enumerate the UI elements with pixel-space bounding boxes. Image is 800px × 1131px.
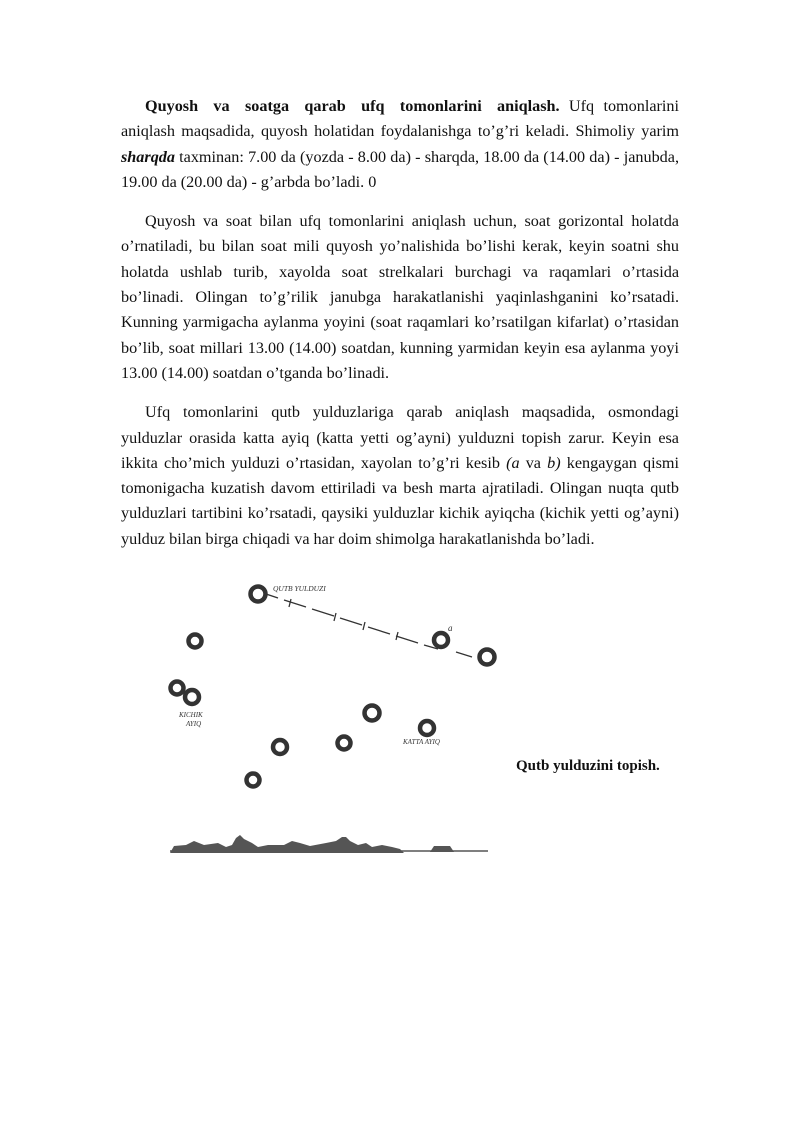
polar-star	[251, 587, 266, 602]
paragraph-text: Ufq tomonlarini qutb yulduzlariga qarab aniqlash maqsadida, osmondagi yulduzlar orasida katta ayiq (katta yetti og’ayni) yulduzni topish zarur. Keyin esa ikkita cho’mich yulduzi o’rtasidan, xayolan to’g’ri kesib	[121, 403, 679, 472]
big-bear-star-4	[338, 737, 351, 750]
big-bear-star-2	[420, 721, 434, 735]
paragraph-text: va	[519, 453, 548, 472]
emphasis-word: sharqda	[121, 147, 175, 166]
star-map-figure	[160, 575, 500, 865]
star-a	[434, 633, 448, 647]
big-bear-star-1	[365, 706, 380, 721]
paragraph-polar-star	[121, 400, 679, 552]
emphasis-b: b)	[547, 453, 561, 472]
paragraph-clock-method: Quyosh va soat bilan ufq tomonlarini aniqlash uchun, soat gorizontal holatda o’rnatiladi, bu bilan soat mili quyosh yo’nalishida bo’lishi kerak, keyin soatni shu holatda ushlab turib, xayolda soat strelkalari burchagi va raqamlari o’rtasida bo’linadi. Olingan to’g’rilik janubga harakatlanishi yaqinlashganini ko’rsatadi. Kunning yarmigacha aylanma yoyini (soat raqamlari ko’rsatilgan kifarlat) o’rtasidan bo’lib, soat millari 13.00 (14.00) soatdan, kunning yarmidan keyin esa aylanma yoyi 13.00 (14.00) soatdan o’tganda bo’linadi.	[121, 212, 679, 382]
label-small-bear-1: KICHIK	[179, 711, 203, 719]
emphasis-a: (a	[506, 453, 520, 472]
big-bear-star-3	[273, 740, 287, 754]
big-bear-star-5	[247, 774, 260, 787]
star-b	[480, 650, 495, 665]
label-big-bear: KATTA AYIQ	[403, 738, 440, 746]
label-a: a	[448, 623, 453, 633]
small-bear-star-2	[171, 682, 184, 695]
star-markers	[171, 587, 495, 787]
paragraph-text: kengaygan qismi tomonigacha kuzatish davom ettiriladi va besh marta ajratiladi. Olingan nuqta qutb yulduzlari tartibini ko’rsatadi, qaysiki yulduzlar kichik ayiqcha (kichik yetti og’ayni) yulduz bilan birga chiqadi va har doim shimolga harakatlanishda bo’ladi.	[121, 453, 679, 548]
small-bear-star-3	[185, 690, 199, 704]
label-small-bear-2: AYIQ	[186, 720, 202, 728]
small-bear-star-1	[189, 635, 202, 648]
document-body	[121, 94, 679, 566]
paragraph-text: taxminan: 7.00 da (yozda - 8.00 da) - sharqda, 18.00 da (14.00 da) - janubda, 19.00 da (20.00 da) - g’arbda bo’ladi. 0	[121, 147, 679, 191]
paragraph-sun-clock	[121, 94, 679, 195]
figure-caption: Qutb yulduzini topish.	[516, 758, 660, 774]
label-polar-star: QUTB YULDUZI	[273, 584, 326, 593]
horizon-silhouette	[170, 835, 488, 853]
paragraph-title: Quyosh va soatga qarab ufq tomonlarini aniqlash.	[145, 97, 560, 115]
paragraph-text: Ufq tomonlarini aniqlash maqsadida, quyosh holatidan foydalanishga to’g’ri keladi. Shimoliy yarim	[121, 97, 679, 141]
